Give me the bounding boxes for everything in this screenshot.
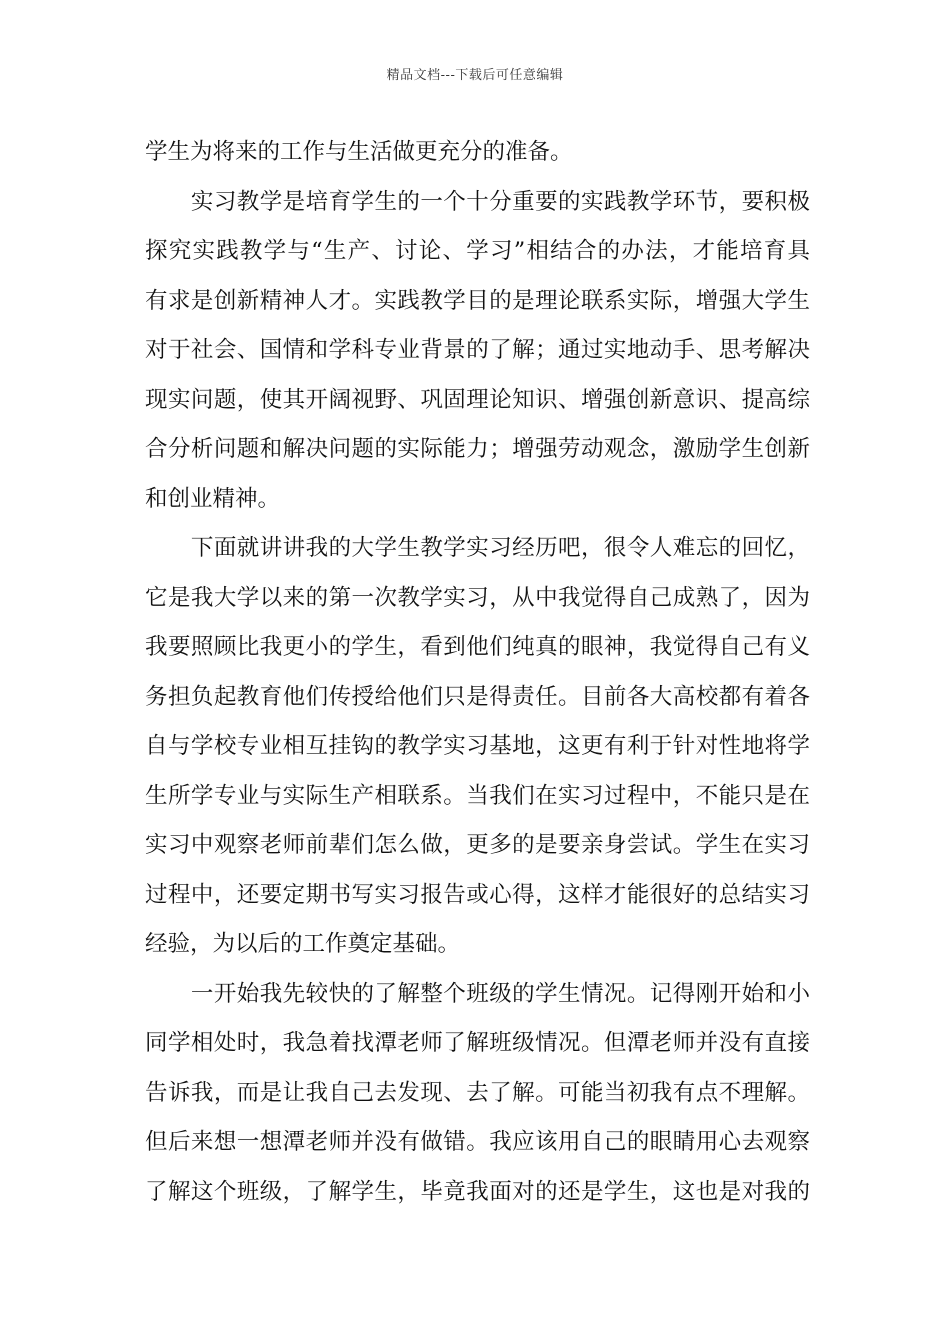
text-line: 有求是创新精神人才。实践教学目的是理论联系实际，增强大学生 — [145, 287, 810, 314]
text-line: 实习中观察老师前辈们怎么做，更多的是要亲身尝试。学生在实习 — [145, 832, 810, 858]
text-line: 自与学校专业相互挂钩的教学实习基地，这更有利于针对性地将学 — [145, 733, 810, 759]
text-line: 学生为将来的工作与生活做更充分的准备。 — [145, 139, 573, 165]
page-header: 精品文档---下载后可任意编辑 — [386, 68, 564, 83]
text-line: 探究实践教学与“生产、讨论、学习”相结合的办法，才能培育具 — [145, 238, 810, 264]
text-line: 一开始我先较快的了解整个班级的学生情况。记得刚开始和小 — [145, 980, 810, 1007]
text-line: 下面就讲讲我的大学生教学实习经历吧，很令人难忘的回忆， — [145, 535, 810, 561]
text-line: 合分析问题和解决问题的实际能力；增强劳动观念，激励学生创新 — [145, 436, 810, 462]
text-line: 对于社会、国情和学科专业背景的了解；通过实地动手、思考解决 — [145, 337, 810, 363]
text-line: 生所学专业与实际生产相联系。当我们在实习过程中，不能只是在 — [145, 782, 810, 809]
text-line: 过程中，还要定期书写实习报告或心得，这样才能很好的总结实习 — [145, 881, 810, 908]
text-line: 和创业精神。 — [145, 485, 281, 512]
text-line: 我要照顾比我更小的学生，看到他们纯真的眼神，我觉得自己有义 — [145, 634, 810, 660]
document-body — [145, 128, 810, 1217]
text-line: 务担负起教育他们传授给他们只是得责任。目前各大高校都有着各 — [145, 683, 810, 710]
text-line: 但后来想一想潭老师并没有做错。我应该用自己的眼睛用心去观察 — [145, 1129, 810, 1155]
text-line: 同学相处时，我急着找潭老师了解班级情况。但潭老师并没有直接 — [145, 1030, 810, 1056]
text-line: 它是我大学以来的第一次教学实习，从中我觉得自己成熟了，因为 — [145, 584, 810, 611]
text-line: 了解这个班级，了解学生，毕竟我面对的还是学生，这也是对我的 — [145, 1178, 810, 1205]
text-line: 现实问题，使其开阔视野、巩固理论知识、增强创新意识、提高综 — [145, 386, 810, 413]
text-line: 告诉我，而是让我自己去发现、去了解。可能当初我有点不理解。 — [145, 1079, 810, 1106]
text-line: 实习教学是培育学生的一个十分重要的实践教学环节，要积极 — [145, 188, 810, 215]
text-line: 经验，为以后的工作奠定基础。 — [145, 931, 461, 957]
